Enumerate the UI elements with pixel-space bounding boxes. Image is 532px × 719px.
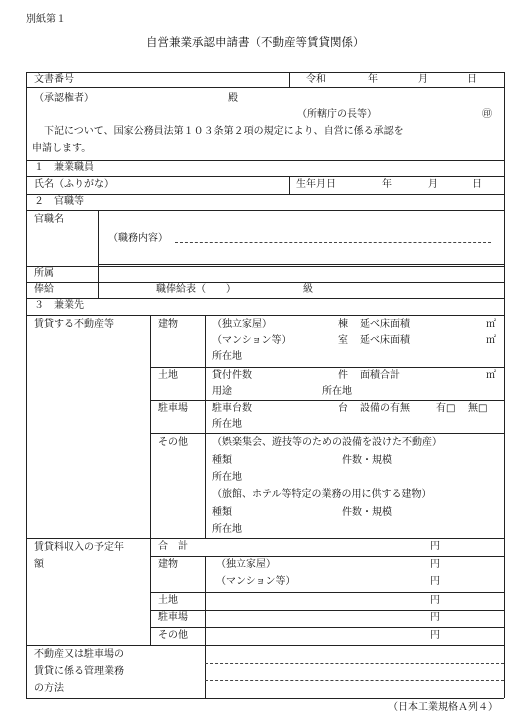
other-scale-label-1: 件数・規模 (342, 455, 392, 466)
salary-table-label: 職俸給表（ ） (156, 284, 236, 295)
annex-label: 別紙第１ (26, 14, 66, 25)
equipment-yes-checkbox[interactable]: 有□ (436, 403, 456, 414)
section2-heading: ２ 官職等 (34, 196, 84, 207)
parking-label: 駐車場 (158, 403, 188, 414)
year-label: 年 (368, 74, 378, 85)
parking-spaces-unit: 台 (338, 403, 348, 414)
lease-count-label: 貸付件数 (212, 370, 252, 381)
name-furigana-label: 氏名（ふりがな） (34, 179, 114, 190)
parking-location-label: 所在地 (212, 419, 242, 430)
income-other-label: その他 (158, 630, 188, 641)
sqm-unit: ㎡ (486, 319, 496, 330)
yen-unit-other: 円 (430, 630, 440, 641)
land-label: 土地 (158, 370, 178, 381)
doc-number-label: 文書番号 (34, 74, 74, 85)
detached-house-label: （独立家屋） (212, 319, 272, 330)
salary-label: 俸給 (34, 284, 54, 295)
yen-unit-mansion: 円 (430, 576, 440, 587)
income-detached-label: （独立家屋） (216, 559, 276, 570)
land-location-label: 所在地 (322, 386, 352, 397)
body-text-line2: 申請します。 (32, 143, 92, 154)
day-label: 日 (467, 74, 477, 85)
total-area-label: 面積合計 (360, 370, 400, 381)
yen-unit-detached: 円 (430, 559, 440, 570)
body-text-line1: 下記について、国家公務員法第１０３条第２項の規定により、自営に係る承認を (44, 126, 404, 137)
other-scale-label-2: 件数・規模 (342, 507, 392, 518)
other-location-label-1: 所在地 (212, 472, 242, 483)
birth-date-label: 生年月日 (296, 179, 336, 190)
income-total-label: 合 計 (158, 541, 188, 552)
hotel-building-label: （旅館、ホテル等特定の業務の用に供する建物） (212, 489, 432, 500)
seal-mark: ㊞ (482, 109, 492, 120)
era-label: 令和 (306, 74, 326, 85)
yen-unit-parking: 円 (430, 612, 440, 623)
birth-day-label: 日 (472, 179, 482, 190)
approver-label: （承認権者） (34, 93, 94, 104)
agency-head-label: （所轄庁の長等） (297, 109, 377, 120)
paper-standard-label: （日本工業規格Ａ列４） (388, 702, 498, 713)
grade-label: 級 (303, 284, 313, 295)
mansion-label: （マンション等） (212, 335, 292, 346)
building-count-unit: 棟 (338, 319, 348, 330)
income-land-label: 土地 (158, 595, 178, 606)
post-name-label: 官職名 (34, 214, 64, 225)
mgmt-label-line1: 不動産又は駐車場の (34, 649, 124, 660)
section3-heading: ３ 兼業先 (34, 300, 84, 311)
section1-heading: １ 兼業職員 (34, 162, 94, 173)
dono-label: 殿 (228, 93, 238, 104)
leisure-facility-label: （娯楽集会、遊技等のための設備を設けた不動産） (212, 437, 442, 448)
income-mansion-label: （マンション等） (216, 576, 296, 587)
room-count-unit: 室 (338, 335, 348, 346)
other-label: その他 (158, 437, 188, 448)
income-label-line1: 賃貸料収入の予定年 (34, 542, 124, 553)
other-location-label-2: 所在地 (212, 524, 242, 535)
income-label-line2: 額 (34, 559, 44, 570)
income-building-label: 建物 (158, 559, 178, 570)
sqm-unit-2: ㎡ (486, 335, 496, 346)
other-type-label-2: 種類 (212, 507, 232, 518)
floor-area-label-2: 延べ床面積 (360, 335, 410, 346)
building-label: 建物 (158, 319, 178, 330)
yen-unit-total: 円 (430, 541, 440, 552)
other-type-label-1: 種類 (212, 455, 232, 466)
yen-unit-land: 円 (430, 595, 440, 606)
birth-year-label: 年 (382, 179, 392, 190)
floor-area-label: 延べ床面積 (360, 319, 410, 330)
affiliation-label: 所属 (34, 268, 54, 279)
land-sqm-unit: ㎡ (486, 370, 496, 381)
form-title: 自営兼業承認申請書（不動産等賃貸関係） (146, 35, 365, 49)
equipment-label: 設備の有無 (360, 403, 410, 414)
birth-month-label: 月 (428, 179, 438, 190)
equipment-no-checkbox[interactable]: 無□ (468, 403, 488, 414)
mgmt-label-line3: の方法 (34, 683, 64, 694)
mgmt-label-line2: 賃貸に係る管理業務 (34, 666, 124, 677)
parking-spaces-label: 駐車台数 (212, 403, 252, 414)
land-use-label: 用途 (212, 386, 232, 397)
lease-count-unit: 件 (338, 370, 348, 381)
rental-property-label: 賃貸する不動産等 (34, 319, 114, 330)
income-parking-label: 駐車場 (158, 612, 188, 623)
duties-label: （職務内容） (108, 233, 168, 244)
building-location-label: 所在地 (212, 351, 242, 362)
month-label: 月 (418, 74, 428, 85)
